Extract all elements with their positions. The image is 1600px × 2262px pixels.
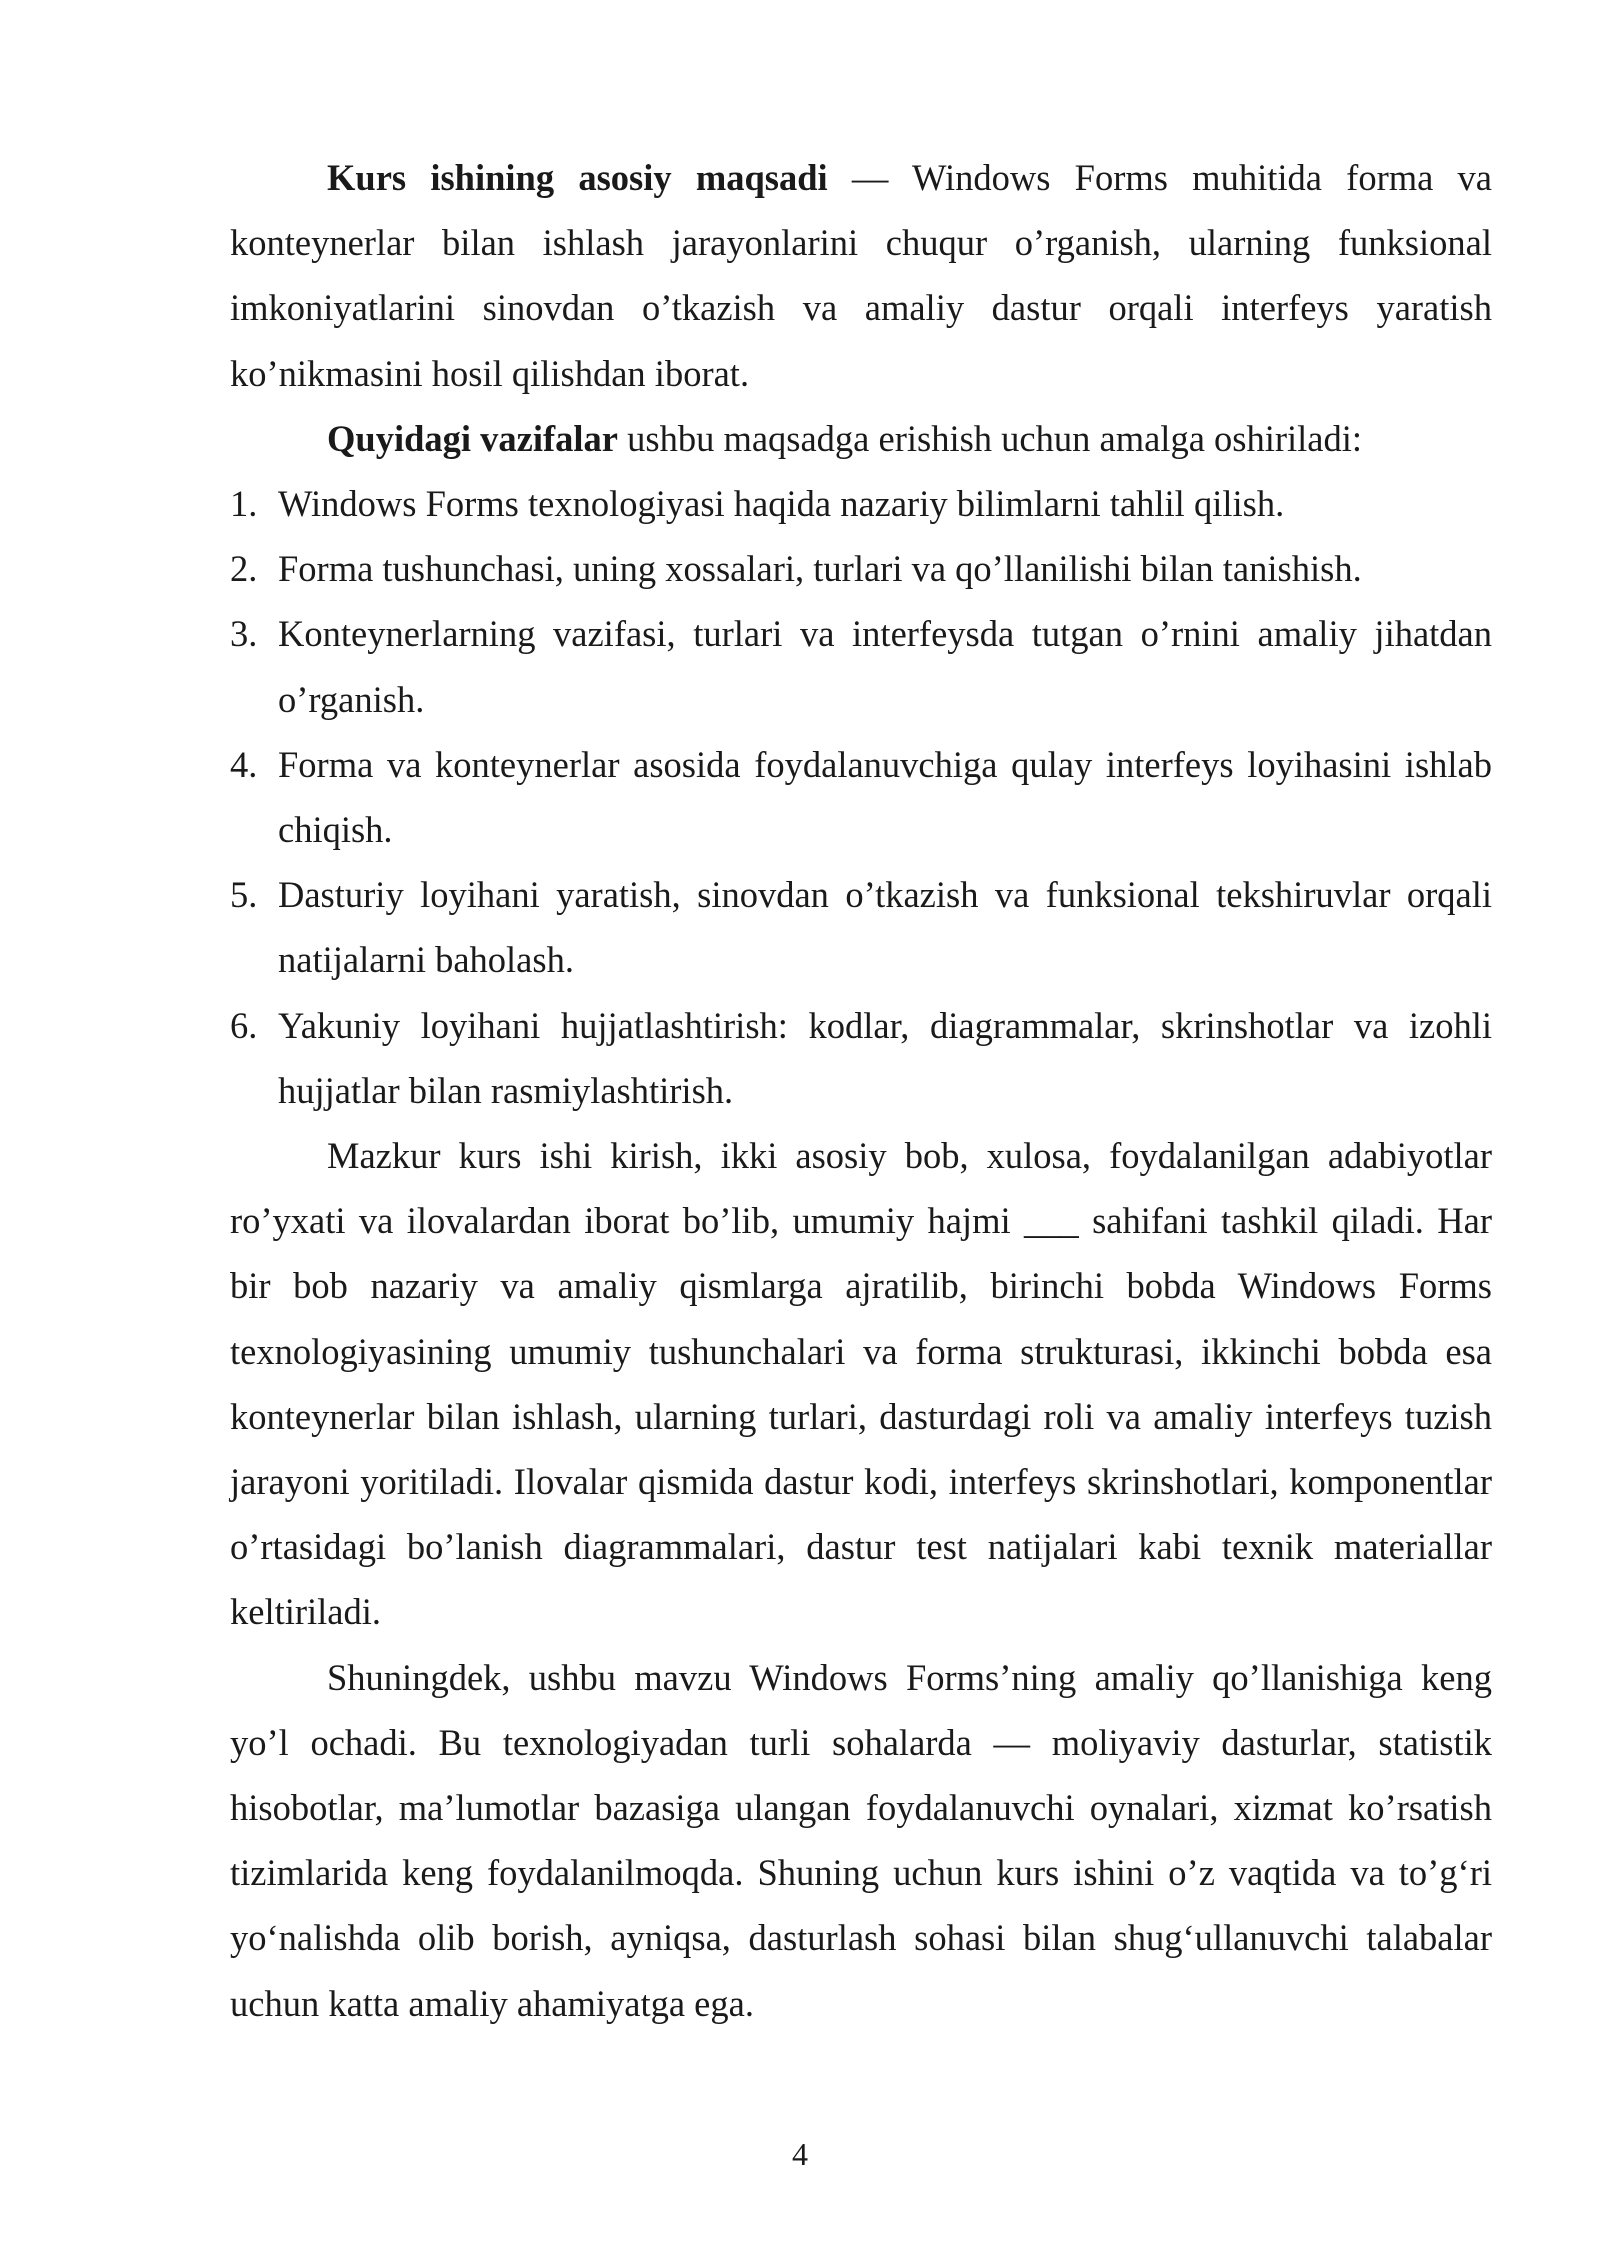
page-body: [230, 145, 1492, 2036]
list-item-text: Forma va konteynerlar asosida foydalanuvchiga qulay interfeys loyihasini ishlab chiqish.: [278, 743, 1492, 851]
list-item-text: Dasturiy loyihani yaratish, sinovdan o’tkazish va funksional tekshiruvlar orqali natijalarni baholash.: [278, 874, 1492, 981]
list-item: [230, 601, 1492, 731]
list-item-text: Forma tushunchasi, uning xossalari, turlari va qo’llanilishi bilan tanishish.: [278, 548, 1362, 590]
tasks-list: [230, 471, 1492, 1123]
tasks-intro-paragraph: [230, 406, 1492, 471]
list-item-number: 3.: [230, 613, 258, 655]
list-item: [230, 993, 1492, 1123]
list-item: [230, 471, 1492, 536]
purpose-paragraph: [230, 145, 1492, 406]
relevance-paragraph: Shuningdek, ushbu mavzu Windows Forms’ning amaliy qo’llanishiga keng yo’l ochadi. Bu texnologiyadan turli sohalarda — moliyaviy dasturlar, statistik hisobotlar, ma’lumotlar bazasiga ulangan foydalanuvchi oynalari, xizmat ko’rsatish tizimlarida keng foydalanilmoqda. Shuning uchun kurs ishini o’z vaqtida va to’g‘ri yo‘nalishda olib borish, ayniqsa, dasturlash sohasi bilan shug‘ullanuvchi talabalar uchun katta amaliy ahamiyatga ega.: [230, 1656, 1492, 2024]
list-item-number: 6.: [230, 1004, 258, 1046]
list-item: [230, 536, 1492, 601]
list-item-number: 5.: [230, 874, 258, 916]
purpose-lead: Kurs ishining asosiy maqsadi: [327, 157, 828, 198]
list-item-text: Windows Forms texnologiyasi haqida nazariy bilimlarni tahlil qilish.: [278, 483, 1285, 525]
structure-paragraph: Mazkur kurs ishi kirish, ikki asosiy bob, xulosa, foydalanilgan adabiyotlar ro’yxati va ilovalardan iborat bo’lib, umumiy hajmi ___ sahifani tashkil qiladi. Har bir bob nazariy va amaliy qismlarga ajratilib, birinchi bobda Windows Forms texnologiyasining umumiy tushunchalari va forma strukturasi, ikkinchi bobda esa konteynerlar bilan ishlash, ularning turlari, dasturdagi roli va amaliy interfeys tuzish jarayoni yoritiladi. Ilovalar qismida dastur kodi, interfeys skrinshotlari, komponentlar o’rtasidagi bo’lanish diagrammalari, dastur test natijalari kabi texnik materiallar keltiriladi.: [230, 1135, 1492, 1633]
list-item-number: 1.: [230, 483, 258, 525]
page-number: 4: [792, 2136, 808, 2172]
list-item-text: Konteynerlarning vazifasi, turlari va interfeysda tutgan o’rnini amaliy jihatdan o’rganish.: [278, 613, 1492, 720]
list-item: [230, 732, 1492, 862]
tasks-intro-text: ushbu maqsadga erishish uchun amalga oshiriladi:: [617, 417, 1363, 459]
purpose-text: — Windows Forms muhitida forma va konteynerlar bilan ishlash jarayonlarini chuqur o’rganish, ularning funksional imkoniyatlarini sinovdan o’tkazish va amaliy dastur orqali interfeys yaratish ko’nikmasini hosil qilishdan iborat.: [230, 157, 1492, 394]
list-item: [230, 862, 1492, 992]
tasks-intro-lead: Quyidagi vazifalar: [327, 417, 618, 459]
list-item-text: Yakuniy loyihani hujjatlashtirish: kodlar, diagrammalar, skrinshotlar va izohli hujjatlar bilan rasmiylashtirish.: [278, 1004, 1492, 1111]
list-item-number: 2.: [230, 548, 258, 590]
list-item-number: 4.: [230, 743, 258, 785]
